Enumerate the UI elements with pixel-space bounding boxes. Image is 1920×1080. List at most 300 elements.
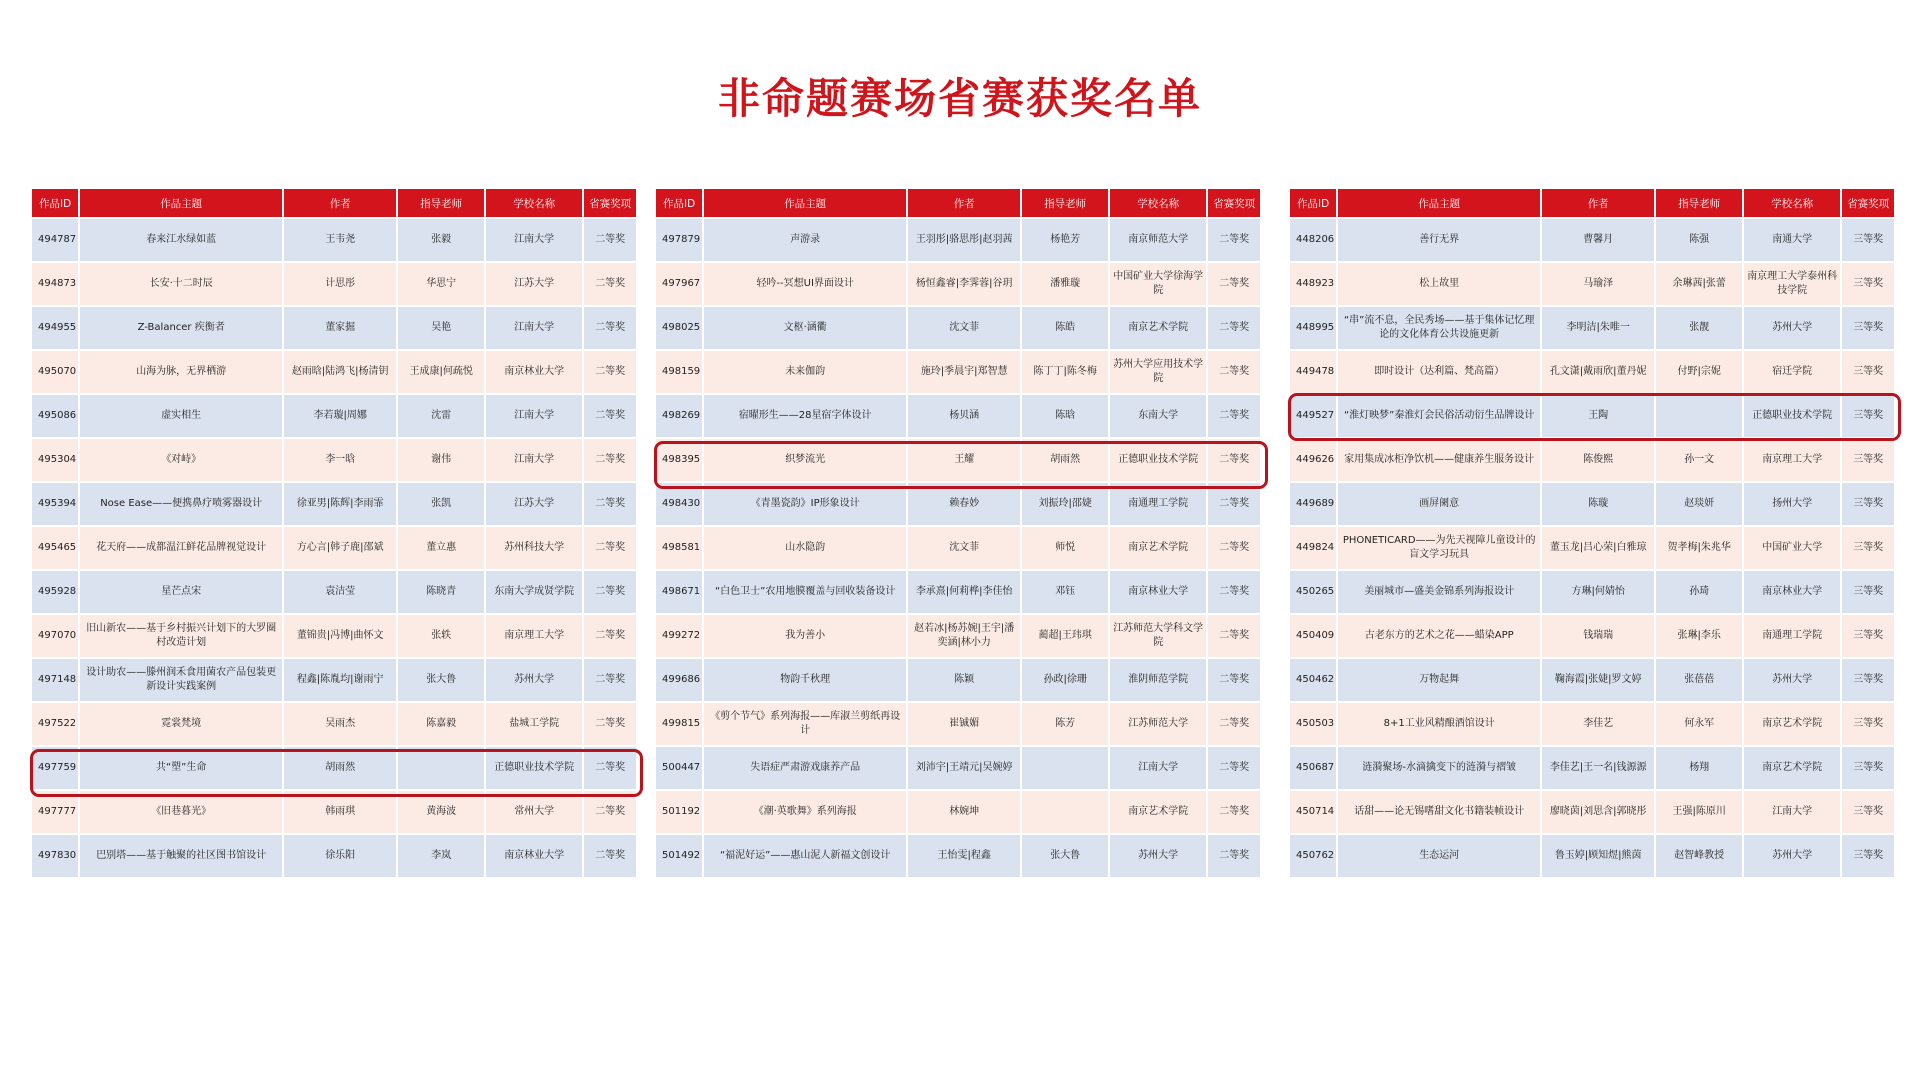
cell-work-id: 498159 — [656, 351, 702, 393]
table-row — [656, 747, 1260, 789]
cell-work-id: 497759 — [32, 747, 78, 789]
cell-advisor: 陈芳 — [1022, 703, 1108, 745]
cell-work-title: “白色卫士”农用地膜覆盖与回收装备设计 — [704, 571, 906, 613]
cell-award: 二等奖 — [1208, 615, 1260, 657]
column-header-work-title: 作品主题 — [704, 189, 906, 217]
cell-school: 南京艺术学院 — [1110, 307, 1206, 349]
cell-award: 二等奖 — [1208, 527, 1260, 569]
cell-advisor: 张琳|李乐 — [1656, 615, 1742, 657]
cell-advisor: 邓钰 — [1022, 571, 1108, 613]
cell-author: 董家掘 — [284, 307, 396, 349]
cell-advisor — [1022, 791, 1108, 833]
cell-author: 李若璇|周娜 — [284, 395, 396, 437]
cell-author: 王怡雯|程鑫 — [908, 835, 1020, 877]
cell-author: 陈颖 — [908, 659, 1020, 701]
table-row — [32, 747, 636, 789]
cell-author: 杨恒鑫睿|李霁蓉|谷玥 — [908, 263, 1020, 305]
cell-author: 计思彤 — [284, 263, 396, 305]
cell-award: 三等奖 — [1842, 527, 1894, 569]
cell-work-title: “福泥好运”——惠山泥人新福文创设计 — [704, 835, 906, 877]
cell-school: 南京师范大学 — [1110, 219, 1206, 261]
cell-school: 江苏师范大学 — [1110, 703, 1206, 745]
cell-work-id: 495070 — [32, 351, 78, 393]
cell-advisor: 王强|陈原川 — [1656, 791, 1742, 833]
cell-author: 胡雨然 — [284, 747, 396, 789]
cell-work-id: 495928 — [32, 571, 78, 613]
cell-advisor — [398, 747, 484, 789]
cell-author: 曹馨月 — [1542, 219, 1654, 261]
cell-work-title: 未来伽韵 — [704, 351, 906, 393]
column-header-work-title: 作品主题 — [1338, 189, 1540, 217]
column-header-school: 学校名称 — [1110, 189, 1206, 217]
cell-author: 施玲|季晨宇|郑智慧 — [908, 351, 1020, 393]
column-header-school: 学校名称 — [1744, 189, 1840, 217]
cell-author: 方心言|韩子鹿|邵斌 — [284, 527, 396, 569]
cell-work-title: 涟漪聚场-水滴擒变下的涟漪与褶皱 — [1338, 747, 1540, 789]
table-header-row — [656, 189, 1260, 217]
cell-work-id: 448995 — [1290, 307, 1336, 349]
cell-school: 南京林业大学 — [486, 351, 582, 393]
cell-author: 鞠海霞|张婕|罗文婷 — [1542, 659, 1654, 701]
cell-work-id: 497777 — [32, 791, 78, 833]
cell-work-title: 虚实相生 — [80, 395, 282, 437]
table-row — [656, 263, 1260, 305]
cell-work-title: 生态运河 — [1338, 835, 1540, 877]
table-row — [656, 703, 1260, 745]
cell-author: 袁洁莹 — [284, 571, 396, 613]
cell-author: 李佳艺|王一名|钱源源 — [1542, 747, 1654, 789]
cell-work-title: 美丽城市—盛美金锦系列海报设计 — [1338, 571, 1540, 613]
cell-work-id: 449824 — [1290, 527, 1336, 569]
cell-award: 二等奖 — [584, 395, 636, 437]
cell-school: 正德职业技术学院 — [486, 747, 582, 789]
cell-work-id: 498581 — [656, 527, 702, 569]
cell-work-title: 《对峙》 — [80, 439, 282, 481]
cell-school: 扬州大学 — [1744, 483, 1840, 525]
cell-award: 二等奖 — [1208, 747, 1260, 789]
cell-work-id: 494873 — [32, 263, 78, 305]
cell-award: 二等奖 — [1208, 439, 1260, 481]
cell-school: 江南大学 — [486, 439, 582, 481]
table-row — [32, 703, 636, 745]
cell-work-title: 家用集成冰柜净饮机——健康养生服务设计 — [1338, 439, 1540, 481]
cell-award: 二等奖 — [584, 703, 636, 745]
cell-work-title: 失语症严肃游戏康养产品 — [704, 747, 906, 789]
cell-award: 二等奖 — [1208, 351, 1260, 393]
cell-work-id: 497879 — [656, 219, 702, 261]
cell-work-title: 8+1工业风精酿酒馆设计 — [1338, 703, 1540, 745]
column-header-advisor: 指导老师 — [398, 189, 484, 217]
table-row — [656, 659, 1260, 701]
cell-advisor: 谢伟 — [398, 439, 484, 481]
cell-school: 江南大学 — [1110, 747, 1206, 789]
column-header-author: 作者 — [284, 189, 396, 217]
cell-advisor: 华思宁 — [398, 263, 484, 305]
column-header-school: 学校名称 — [486, 189, 582, 217]
table-row — [656, 219, 1260, 261]
cell-school: 江苏大学 — [486, 483, 582, 525]
table-row — [1290, 571, 1894, 613]
cell-work-id: 495304 — [32, 439, 78, 481]
cell-author: 马瑜泽 — [1542, 263, 1654, 305]
table-row — [1290, 483, 1894, 525]
cell-school: 南京理工大学 — [1744, 439, 1840, 481]
table-row — [1290, 351, 1894, 393]
cell-work-title: 巴别塔——基于触聚的社区图书馆设计 — [80, 835, 282, 877]
cell-award: 二等奖 — [1208, 307, 1260, 349]
table-row — [656, 483, 1260, 525]
cell-school: 南京林业大学 — [1110, 571, 1206, 613]
cell-award: 二等奖 — [1208, 703, 1260, 745]
cell-award: 三等奖 — [1842, 615, 1894, 657]
cell-advisor — [1022, 747, 1108, 789]
cell-author: 陈俊熙 — [1542, 439, 1654, 481]
table-row — [32, 219, 636, 261]
cell-school: 江苏师范大学科文学院 — [1110, 615, 1206, 657]
cell-work-id: 498430 — [656, 483, 702, 525]
cell-work-id: 449689 — [1290, 483, 1336, 525]
cell-work-id: 450265 — [1290, 571, 1336, 613]
cell-advisor: 吴艳 — [398, 307, 484, 349]
table-row — [1290, 835, 1894, 877]
cell-award: 二等奖 — [584, 659, 636, 701]
cell-advisor: 余琳茜|张蕾 — [1656, 263, 1742, 305]
cell-work-id: 448923 — [1290, 263, 1336, 305]
cell-advisor: 陈皓 — [1022, 307, 1108, 349]
cell-award: 三等奖 — [1842, 571, 1894, 613]
cell-award: 二等奖 — [584, 263, 636, 305]
cell-author: 廖晓茵|刘思含|郭晓彤 — [1542, 791, 1654, 833]
table-row — [32, 263, 636, 305]
cell-author: 李一晗 — [284, 439, 396, 481]
cell-award: 二等奖 — [1208, 219, 1260, 261]
cell-work-id: 498269 — [656, 395, 702, 437]
cell-advisor: 陈晗 — [1022, 395, 1108, 437]
cell-school: 南京林业大学 — [1744, 571, 1840, 613]
cell-author: 赖春妙 — [908, 483, 1020, 525]
cell-author: 李承熹|何莉桦|李佳怡 — [908, 571, 1020, 613]
cell-advisor: 张大鲁 — [398, 659, 484, 701]
cell-school: 苏州大学 — [1744, 835, 1840, 877]
cell-award: 二等奖 — [1208, 571, 1260, 613]
table-row — [32, 615, 636, 657]
cell-author: 王陶 — [1542, 395, 1654, 437]
cell-work-title: 花天府——成都温江鲜花品牌视觉设计 — [80, 527, 282, 569]
column-header-work-title: 作品主题 — [80, 189, 282, 217]
cell-award: 二等奖 — [584, 615, 636, 657]
cell-award: 二等奖 — [584, 747, 636, 789]
cell-work-title: 《潮·英歌舞》系列海报 — [704, 791, 906, 833]
cell-award: 三等奖 — [1842, 395, 1894, 437]
cell-advisor: 陈丁丁|陈冬梅 — [1022, 351, 1108, 393]
cell-author: 沈文菲 — [908, 527, 1020, 569]
cell-work-id: 501192 — [656, 791, 702, 833]
cell-advisor: 何永军 — [1656, 703, 1742, 745]
cell-author: 徐乐阳 — [284, 835, 396, 877]
cell-school: 淮阴师范学院 — [1110, 659, 1206, 701]
award-table-1 — [30, 187, 638, 879]
cell-award: 三等奖 — [1842, 659, 1894, 701]
table-row — [1290, 439, 1894, 481]
cell-advisor: 陈晓青 — [398, 571, 484, 613]
cell-school: 苏州大学应用技术学院 — [1110, 351, 1206, 393]
cell-school: 东南大学成贤学院 — [486, 571, 582, 613]
cell-school: 中国矿业大学徐海学院 — [1110, 263, 1206, 305]
cell-school: 东南大学 — [1110, 395, 1206, 437]
cell-work-title: 万物起舞 — [1338, 659, 1540, 701]
table-row — [656, 351, 1260, 393]
cell-author: 王羽彤|骆思彤|赵羽茜 — [908, 219, 1020, 261]
cell-work-id: 497967 — [656, 263, 702, 305]
table-row — [32, 307, 636, 349]
cell-advisor: 张蓓蓓 — [1656, 659, 1742, 701]
cell-work-id: 499815 — [656, 703, 702, 745]
cell-award: 三等奖 — [1842, 483, 1894, 525]
cell-author: 赵雨晗|陆鸿飞|杨清钥 — [284, 351, 396, 393]
table-row — [656, 571, 1260, 613]
cell-school: 南京艺术学院 — [1110, 527, 1206, 569]
table-row — [32, 483, 636, 525]
table-row — [1290, 307, 1894, 349]
cell-work-id: 450503 — [1290, 703, 1336, 745]
cell-award: 二等奖 — [1208, 659, 1260, 701]
cell-advisor: 陈强 — [1656, 219, 1742, 261]
cell-school: 南京艺术学院 — [1744, 703, 1840, 745]
cell-author: 徐亚男|陈辉|李雨霏 — [284, 483, 396, 525]
cell-work-id: 498025 — [656, 307, 702, 349]
cell-work-title: Z-Balancer 疾衡者 — [80, 307, 282, 349]
cell-award: 三等奖 — [1842, 703, 1894, 745]
cell-work-title: PHONETICARD——为先天视障儿童设计的盲文学习玩具 — [1338, 527, 1540, 569]
table-row — [32, 659, 636, 701]
column-header-author: 作者 — [908, 189, 1020, 217]
cell-advisor: 刘振玲|邵婕 — [1022, 483, 1108, 525]
cell-work-title: 《剪个节气》系列海报——库淑兰剪纸再设计 — [704, 703, 906, 745]
column-header-award: 省赛奖项 — [1208, 189, 1260, 217]
cell-award: 二等奖 — [1208, 791, 1260, 833]
cell-work-title: 织梦流光 — [704, 439, 906, 481]
cell-school: 苏州大学 — [1110, 835, 1206, 877]
cell-advisor — [1656, 395, 1742, 437]
cell-advisor: 贺孝梅|朱兆华 — [1656, 527, 1742, 569]
cell-work-title: 文枢·涵衢 — [704, 307, 906, 349]
cell-school: 南京艺术学院 — [1744, 747, 1840, 789]
table-row — [32, 527, 636, 569]
cell-advisor: 潘雅璇 — [1022, 263, 1108, 305]
cell-advisor: 孙琦 — [1656, 571, 1742, 613]
cell-work-id: 495394 — [32, 483, 78, 525]
page-title: 非命题赛场省赛获奖名单 — [717, 74, 1202, 123]
cell-work-id: 450762 — [1290, 835, 1336, 877]
cell-work-title: 宿曜形生——28星宿字体设计 — [704, 395, 906, 437]
cell-award: 三等奖 — [1842, 307, 1894, 349]
cell-work-title: 我为善小 — [704, 615, 906, 657]
table-row — [32, 835, 636, 877]
cell-work-id: 448206 — [1290, 219, 1336, 261]
cell-work-title: 物韵千秋理 — [704, 659, 906, 701]
cell-advisor: 黄海波 — [398, 791, 484, 833]
cell-author: 董玉龙|吕心荣|白雅琼 — [1542, 527, 1654, 569]
cell-award: 三等奖 — [1842, 439, 1894, 481]
cell-award: 二等奖 — [584, 351, 636, 393]
cell-school: 南京理工大学 — [486, 615, 582, 657]
cell-work-title: 善行无界 — [1338, 219, 1540, 261]
cell-award: 二等奖 — [584, 483, 636, 525]
column-header-award: 省赛奖项 — [584, 189, 636, 217]
cell-work-id: 450409 — [1290, 615, 1336, 657]
cell-work-id: 499686 — [656, 659, 702, 701]
table-row — [656, 439, 1260, 481]
table-row — [1290, 659, 1894, 701]
cell-advisor: 张毅 — [398, 219, 484, 261]
cell-award: 三等奖 — [1842, 219, 1894, 261]
table-row — [1290, 263, 1894, 305]
cell-advisor: 师悦 — [1022, 527, 1108, 569]
cell-advisor: 董立惠 — [398, 527, 484, 569]
cell-work-id: 494955 — [32, 307, 78, 349]
column-header-advisor: 指导老师 — [1656, 189, 1742, 217]
cell-work-id: 499272 — [656, 615, 702, 657]
cell-school: 江南大学 — [486, 219, 582, 261]
cell-work-id: 450714 — [1290, 791, 1336, 833]
cell-award: 三等奖 — [1842, 351, 1894, 393]
cell-work-id: 497148 — [32, 659, 78, 701]
cell-school: 南京理工大学泰州科技学院 — [1744, 263, 1840, 305]
column-header-work-id: 作品ID — [1290, 189, 1336, 217]
cell-author: 方琳|何婧怡 — [1542, 571, 1654, 613]
cell-award: 二等奖 — [584, 219, 636, 261]
cell-work-id: 495465 — [32, 527, 78, 569]
cell-work-title: 声游录 — [704, 219, 906, 261]
cell-advisor: 孙政|徐珊 — [1022, 659, 1108, 701]
cell-work-id: 498395 — [656, 439, 702, 481]
cell-work-title: 《青墨瓷韵》IP形象设计 — [704, 483, 906, 525]
cell-award: 二等奖 — [584, 791, 636, 833]
cell-advisor: 蔺超|王玮琪 — [1022, 615, 1108, 657]
table-row — [656, 307, 1260, 349]
table-row — [1290, 219, 1894, 261]
cell-work-title: 画屏阑意 — [1338, 483, 1540, 525]
cell-work-title: 古老东方的艺术之花——蜡染APP — [1338, 615, 1540, 657]
cell-school: 江南大学 — [486, 307, 582, 349]
cell-school: 中国矿业大学 — [1744, 527, 1840, 569]
cell-work-id: 494787 — [32, 219, 78, 261]
cell-advisor: 孙一文 — [1656, 439, 1742, 481]
cell-work-title: “串”流不息，全民秀场——基于集体记忆理论的文化体育公共设施更新 — [1338, 307, 1540, 349]
cell-work-id: 450462 — [1290, 659, 1336, 701]
cell-work-title: 星芒点宋 — [80, 571, 282, 613]
table-row — [1290, 703, 1894, 745]
cell-school: 江南大学 — [486, 395, 582, 437]
table-row — [1290, 395, 1894, 437]
cell-award: 二等奖 — [584, 527, 636, 569]
column-header-work-id: 作品ID — [32, 189, 78, 217]
cell-author: 沈文菲 — [908, 307, 1020, 349]
table-row — [656, 395, 1260, 437]
cell-work-title: 旧山新农——基于乡村振兴计划下的大罗圈村改造计划 — [80, 615, 282, 657]
cell-work-id: 449626 — [1290, 439, 1336, 481]
award-table-3 — [1288, 187, 1896, 879]
cell-award: 三等奖 — [1842, 747, 1894, 789]
cell-school: 正德职业技术学院 — [1110, 439, 1206, 481]
cell-work-id: 497070 — [32, 615, 78, 657]
cell-author: 鲁玉婷|顾知煜|熊茵 — [1542, 835, 1654, 877]
cell-award: 三等奖 — [1842, 263, 1894, 305]
cell-work-title: Nose Ease——便携鼻疗喷雾器设计 — [80, 483, 282, 525]
cell-award: 三等奖 — [1842, 791, 1894, 833]
cell-author: 吴雨杰 — [284, 703, 396, 745]
column-header-advisor: 指导老师 — [1022, 189, 1108, 217]
cell-work-title: “淮灯映梦”秦淮灯会民俗活动衍生品牌设计 — [1338, 395, 1540, 437]
cell-work-id: 449527 — [1290, 395, 1336, 437]
cell-author: 程鑫|陈胤均|谢雨宁 — [284, 659, 396, 701]
cell-author: 赵若冰|杨苏婉|王宇|潘奕涵|林小力 — [908, 615, 1020, 657]
cell-school: 南通理工学院 — [1744, 615, 1840, 657]
cell-work-title: 春来江水绿如蓝 — [80, 219, 282, 261]
cell-school: 苏州大学 — [1744, 659, 1840, 701]
cell-advisor: 张轶 — [398, 615, 484, 657]
cell-award: 二等奖 — [584, 835, 636, 877]
cell-work-title: 共“塑”生命 — [80, 747, 282, 789]
column-header-award: 省赛奖项 — [1842, 189, 1894, 217]
cell-author: 王韦尧 — [284, 219, 396, 261]
cell-advisor: 杨翔 — [1656, 747, 1742, 789]
cell-advisor: 张大鲁 — [1022, 835, 1108, 877]
table-row — [656, 835, 1260, 877]
cell-work-id: 497522 — [32, 703, 78, 745]
cell-work-id: 450687 — [1290, 747, 1336, 789]
cell-award: 二等奖 — [1208, 483, 1260, 525]
table-row — [1290, 615, 1894, 657]
cell-school: 南京林业大学 — [486, 835, 582, 877]
cell-school: 苏州大学 — [486, 659, 582, 701]
cell-work-title: 山海为脉，无界栖游 — [80, 351, 282, 393]
column-header-work-id: 作品ID — [656, 189, 702, 217]
cell-work-id: 498671 — [656, 571, 702, 613]
cell-author: 林婉坤 — [908, 791, 1020, 833]
table-row — [32, 351, 636, 393]
cell-work-title: 话甜——论无锡嗜甜文化书籍装帧设计 — [1338, 791, 1540, 833]
table-row — [1290, 791, 1894, 833]
table-row — [32, 395, 636, 437]
cell-author: 韩雨琪 — [284, 791, 396, 833]
cell-school: 苏州大学 — [1744, 307, 1840, 349]
cell-advisor: 张靓 — [1656, 307, 1742, 349]
cell-author: 崔铖媚 — [908, 703, 1020, 745]
cell-school: 苏州科技大学 — [486, 527, 582, 569]
cell-work-id: 500447 — [656, 747, 702, 789]
cell-work-title: 即时设计（达利篇、梵高篇） — [1338, 351, 1540, 393]
table-row — [656, 615, 1260, 657]
table-row — [656, 791, 1260, 833]
cell-work-id: 449478 — [1290, 351, 1336, 393]
cell-advisor: 胡雨然 — [1022, 439, 1108, 481]
cell-school: 南京艺术学院 — [1110, 791, 1206, 833]
table-row — [32, 439, 636, 481]
cell-school: 正德职业技术学院 — [1744, 395, 1840, 437]
cell-advisor: 陈嘉毅 — [398, 703, 484, 745]
cell-advisor: 张凯 — [398, 483, 484, 525]
cell-author: 李明洁|朱唯一 — [1542, 307, 1654, 349]
table-row — [1290, 747, 1894, 789]
cell-award: 二等奖 — [1208, 835, 1260, 877]
cell-work-title: 《旧巷暮光》 — [80, 791, 282, 833]
cell-work-id: 501492 — [656, 835, 702, 877]
table-row — [32, 791, 636, 833]
cell-work-title: 设计助农——滕州润禾食用菌农产品包装更新设计实践案例 — [80, 659, 282, 701]
table-header-row — [32, 189, 636, 217]
cell-advisor: 杨艳芳 — [1022, 219, 1108, 261]
